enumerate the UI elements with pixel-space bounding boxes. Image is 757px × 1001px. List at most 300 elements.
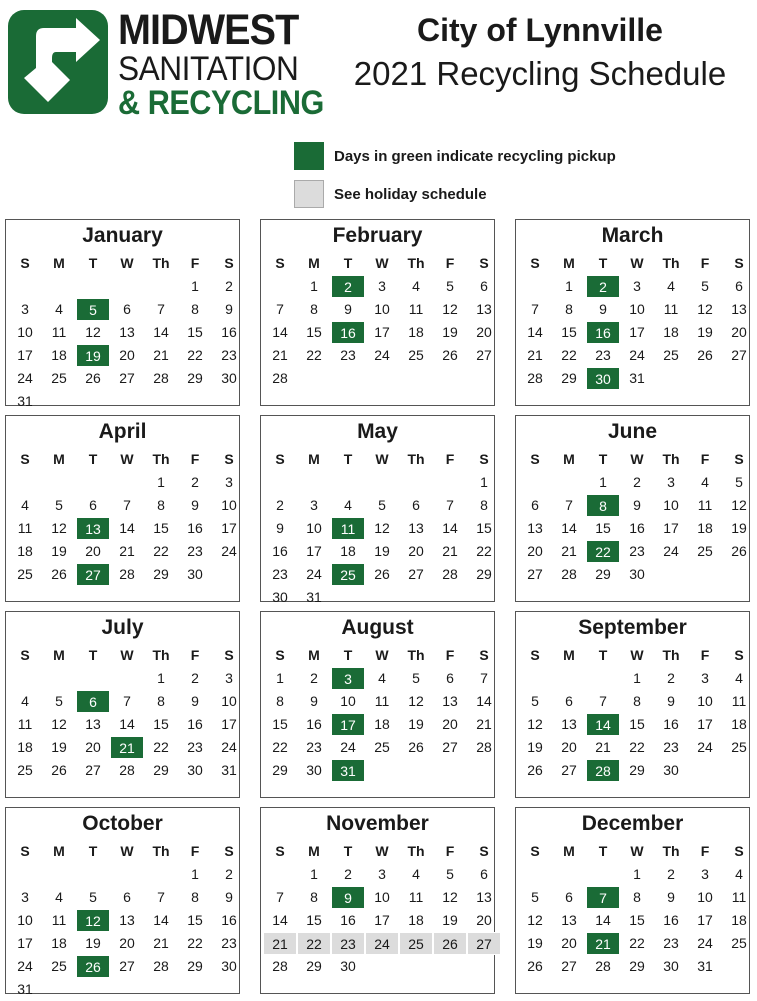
day-cell: 29 <box>187 370 203 386</box>
pickup-day: 26 <box>76 955 110 978</box>
day-cell: 27 <box>527 566 543 582</box>
weekday-header: S <box>275 255 285 271</box>
month-name: February <box>332 224 423 247</box>
day-cell: 6 <box>89 497 97 513</box>
empty-cell <box>144 275 178 298</box>
weekday-header: F <box>700 647 710 663</box>
day-grid <box>263 644 501 782</box>
day-cell: 13 <box>408 520 424 536</box>
weekday-header: M <box>53 255 65 271</box>
day-cell: 18 <box>51 935 67 951</box>
day-cell: 27 <box>476 347 492 363</box>
pickup-day: 30 <box>586 367 620 390</box>
day-cell: 30 <box>272 589 288 605</box>
day-cell: 26 <box>731 543 747 559</box>
day-grid <box>518 252 756 390</box>
day-cell: 24 <box>697 935 713 951</box>
day-cell: 25 <box>731 739 747 755</box>
day-cell: 21 <box>272 347 288 363</box>
day-cell: 7 <box>123 497 131 513</box>
day-cell: 26 <box>697 347 713 363</box>
weekday-header: T <box>88 451 98 467</box>
weekday-header: M <box>53 647 65 663</box>
month-december <box>515 807 750 994</box>
day-cell: 10 <box>697 693 713 709</box>
day-cell: 10 <box>374 889 390 905</box>
day-cell: 2 <box>191 670 199 686</box>
weekday-header: F <box>190 255 200 271</box>
day-cell: 15 <box>306 912 322 928</box>
day-cell: 4 <box>344 497 352 513</box>
day-cell: 24 <box>340 739 356 755</box>
empty-cell <box>518 471 552 494</box>
day-cell: 25 <box>51 370 67 386</box>
weekday-header: F <box>445 843 455 859</box>
day-cell: 20 <box>731 324 747 340</box>
day-cell: 25 <box>51 958 67 974</box>
day-cell: 7 <box>123 693 131 709</box>
day-cell: 29 <box>187 958 203 974</box>
day-cell: 19 <box>408 716 424 732</box>
day-cell: 20 <box>476 912 492 928</box>
day-cell: 14 <box>442 520 458 536</box>
empty-cell <box>76 275 110 298</box>
day-cell: 25 <box>697 543 713 559</box>
day-cell: 31 <box>17 393 33 409</box>
day-cell: 6 <box>123 301 131 317</box>
weekday-header: Th <box>407 451 425 467</box>
weekday-header: F <box>190 843 200 859</box>
weekday-header: Th <box>662 255 680 271</box>
empty-cell <box>518 863 552 886</box>
weekday-header: W <box>630 255 644 271</box>
day-cell: 18 <box>731 912 747 928</box>
day-cell: 25 <box>663 347 679 363</box>
empty-cell <box>8 667 42 690</box>
day-cell: 8 <box>157 693 165 709</box>
day-cell: 30 <box>187 762 203 778</box>
weekday-header: Th <box>152 451 170 467</box>
day-cell: 29 <box>153 762 169 778</box>
day-cell: 7 <box>480 670 488 686</box>
weekday-header: Th <box>407 647 425 663</box>
day-cell: 2 <box>667 670 675 686</box>
weekday-header: W <box>120 647 134 663</box>
day-cell: 3 <box>378 278 386 294</box>
weekday-header: S <box>224 647 234 663</box>
day-cell: 14 <box>527 324 543 340</box>
day-cell: 28 <box>527 370 543 386</box>
pickup-day: 27 <box>76 563 110 586</box>
day-cell: 15 <box>187 324 203 340</box>
empty-cell <box>110 471 144 494</box>
day-cell: 13 <box>527 520 543 536</box>
day-cell: 2 <box>191 474 199 490</box>
day-cell: 3 <box>701 670 709 686</box>
weekday-header: S <box>479 255 489 271</box>
weekday-header: F <box>445 647 455 663</box>
day-cell: 16 <box>221 912 237 928</box>
city-title: City of Lynnville <box>417 12 663 48</box>
day-cell: 30 <box>221 370 237 386</box>
month-name: October <box>82 812 163 835</box>
day-cell: 16 <box>306 716 322 732</box>
day-cell: 26 <box>527 762 543 778</box>
day-cell: 13 <box>119 912 135 928</box>
month-august <box>260 611 495 798</box>
day-cell: 8 <box>191 889 199 905</box>
day-cell: 15 <box>629 912 645 928</box>
day-cell: 15 <box>476 520 492 536</box>
day-cell: 9 <box>344 301 352 317</box>
day-cell: 6 <box>565 889 573 905</box>
empty-cell <box>552 471 586 494</box>
day-cell: 9 <box>633 497 641 513</box>
month-february <box>260 219 495 406</box>
day-cell: 14 <box>119 520 135 536</box>
weekday-header: F <box>700 451 710 467</box>
day-cell: 20 <box>527 543 543 559</box>
day-cell: 12 <box>731 497 747 513</box>
day-cell: 23 <box>340 347 356 363</box>
month-name: January <box>82 224 163 247</box>
day-grid <box>8 840 246 1001</box>
weekday-header: W <box>630 843 644 859</box>
empty-cell <box>42 471 76 494</box>
empty-cell <box>518 667 552 690</box>
day-cell: 7 <box>599 693 607 709</box>
day-cell: 18 <box>408 912 424 928</box>
weekday-header: Th <box>662 843 680 859</box>
pickup-day: 22 <box>586 540 620 563</box>
day-cell: 20 <box>85 739 101 755</box>
day-cell: 2 <box>225 866 233 882</box>
day-cell: 1 <box>310 278 318 294</box>
day-cell: 20 <box>561 739 577 755</box>
day-cell: 2 <box>667 866 675 882</box>
day-cell: 23 <box>187 543 203 559</box>
weekday-header: S <box>734 255 744 271</box>
month-name: May <box>357 420 398 443</box>
day-cell: 5 <box>446 278 454 294</box>
pickup-day: 13 <box>76 517 110 540</box>
pickup-day: 16 <box>331 321 365 344</box>
day-cell: 27 <box>731 347 747 363</box>
weekday-header: W <box>375 843 389 859</box>
day-cell: 11 <box>731 693 747 709</box>
day-cell: 19 <box>85 935 101 951</box>
gray-swatch <box>294 180 324 208</box>
day-cell: 4 <box>55 889 63 905</box>
empty-cell <box>263 471 297 494</box>
empty-cell <box>8 471 42 494</box>
day-cell: 22 <box>629 935 645 951</box>
day-grid <box>263 252 501 390</box>
day-cell: 10 <box>374 301 390 317</box>
day-cell: 6 <box>412 497 420 513</box>
weekday-header: S <box>734 647 744 663</box>
weekday-header: M <box>563 451 575 467</box>
day-cell: 9 <box>310 693 318 709</box>
day-cell: 29 <box>153 566 169 582</box>
day-cell: 12 <box>51 520 67 536</box>
day-cell: 12 <box>442 889 458 905</box>
holiday-day: 23 <box>331 932 365 955</box>
day-cell: 27 <box>85 762 101 778</box>
month-september <box>515 611 750 798</box>
month-november <box>260 807 495 994</box>
pickup-day: 5 <box>76 298 110 321</box>
day-cell: 16 <box>187 716 203 732</box>
empty-cell <box>586 863 620 886</box>
month-name: August <box>341 616 414 639</box>
weekday-header: T <box>88 843 98 859</box>
day-cell: 1 <box>633 670 641 686</box>
day-cell: 20 <box>119 347 135 363</box>
pickup-day: 3 <box>331 667 365 690</box>
day-cell: 25 <box>17 566 33 582</box>
holiday-day: 24 <box>365 932 399 955</box>
day-cell: 17 <box>629 324 645 340</box>
holiday-day: 25 <box>399 932 433 955</box>
day-cell: 23 <box>272 566 288 582</box>
day-cell: 6 <box>446 670 454 686</box>
day-cell: 28 <box>442 566 458 582</box>
day-grid <box>8 448 246 586</box>
weekday-header: S <box>275 843 285 859</box>
day-cell: 6 <box>531 497 539 513</box>
day-cell: 9 <box>667 889 675 905</box>
day-cell: 13 <box>561 716 577 732</box>
weekday-header: Th <box>152 647 170 663</box>
day-cell: 2 <box>225 278 233 294</box>
day-cell: 10 <box>340 693 356 709</box>
day-cell: 4 <box>667 278 675 294</box>
pickup-day: 6 <box>76 690 110 713</box>
day-cell: 29 <box>306 958 322 974</box>
weekday-header: T <box>88 647 98 663</box>
day-cell: 26 <box>85 370 101 386</box>
pickup-day: 21 <box>110 736 144 759</box>
weekday-header: S <box>530 255 540 271</box>
day-cell: 28 <box>153 370 169 386</box>
empty-cell <box>552 863 586 886</box>
day-cell: 13 <box>85 716 101 732</box>
day-cell: 25 <box>374 739 390 755</box>
empty-cell <box>144 863 178 886</box>
day-cell: 17 <box>697 912 713 928</box>
day-cell: 19 <box>51 543 67 559</box>
day-cell: 9 <box>191 693 199 709</box>
pickup-day: 21 <box>586 932 620 955</box>
weekday-header: S <box>20 843 30 859</box>
weekday-header: T <box>88 255 98 271</box>
day-cell: 22 <box>476 543 492 559</box>
day-cell: 7 <box>157 301 165 317</box>
empty-cell <box>586 667 620 690</box>
day-cell: 8 <box>157 497 165 513</box>
day-cell: 23 <box>595 347 611 363</box>
empty-cell <box>76 667 110 690</box>
pickup-day: 17 <box>331 713 365 736</box>
day-cell: 5 <box>89 889 97 905</box>
month-may <box>260 415 495 605</box>
day-cell: 9 <box>599 301 607 317</box>
day-cell: 23 <box>306 739 322 755</box>
weekday-header: S <box>275 451 285 467</box>
day-cell: 23 <box>663 935 679 951</box>
day-grid <box>518 644 756 782</box>
day-cell: 22 <box>561 347 577 363</box>
holiday-day: 27 <box>467 932 501 955</box>
weekday-header: T <box>343 451 353 467</box>
day-cell: 11 <box>374 693 390 709</box>
weekday-header: S <box>734 843 744 859</box>
day-cell: 1 <box>191 866 199 882</box>
day-cell: 4 <box>21 693 29 709</box>
day-cell: 24 <box>374 347 390 363</box>
day-cell: 5 <box>55 693 63 709</box>
day-cell: 26 <box>51 566 67 582</box>
day-cell: 14 <box>595 912 611 928</box>
pickup-day: 9 <box>331 886 365 909</box>
day-cell: 29 <box>272 762 288 778</box>
day-cell: 28 <box>119 566 135 582</box>
pickup-day: 2 <box>586 275 620 298</box>
day-cell: 29 <box>561 370 577 386</box>
day-cell: 28 <box>153 958 169 974</box>
day-cell: 11 <box>731 889 747 905</box>
day-cell: 26 <box>374 566 390 582</box>
weekday-header: F <box>700 843 710 859</box>
day-cell: 22 <box>153 543 169 559</box>
pickup-day: 12 <box>76 909 110 932</box>
logo-line-3: & RECYCLING <box>118 84 324 122</box>
day-cell: 7 <box>531 301 539 317</box>
month-name: April <box>98 420 147 443</box>
day-cell: 16 <box>663 912 679 928</box>
weekday-header: F <box>700 255 710 271</box>
weekday-header: M <box>308 843 320 859</box>
weekday-header: S <box>20 451 30 467</box>
weekday-header: T <box>343 843 353 859</box>
day-cell: 3 <box>701 866 709 882</box>
weekday-header: M <box>563 255 575 271</box>
month-january <box>5 219 240 409</box>
day-cell: 29 <box>595 566 611 582</box>
day-cell: 4 <box>412 278 420 294</box>
day-cell: 3 <box>225 670 233 686</box>
weekday-header: M <box>308 255 320 271</box>
pickup-day: 2 <box>331 275 365 298</box>
day-cell: 15 <box>306 324 322 340</box>
pickup-day: 19 <box>76 344 110 367</box>
day-cell: 5 <box>446 866 454 882</box>
day-cell: 13 <box>731 301 747 317</box>
day-cell: 18 <box>663 324 679 340</box>
day-cell: 23 <box>187 739 203 755</box>
weekday-header: Th <box>152 255 170 271</box>
day-cell: 30 <box>340 958 356 974</box>
weekday-header: W <box>630 451 644 467</box>
logo-line-1: MIDWEST <box>118 6 299 54</box>
month-october <box>5 807 240 997</box>
day-cell: 29 <box>476 566 492 582</box>
day-cell: 30 <box>663 762 679 778</box>
day-cell: 26 <box>442 347 458 363</box>
day-cell: 11 <box>51 912 67 928</box>
weekday-header: S <box>20 255 30 271</box>
day-cell: 10 <box>697 889 713 905</box>
day-cell: 31 <box>697 958 713 974</box>
weekday-header: S <box>479 647 489 663</box>
day-cell: 8 <box>310 889 318 905</box>
day-cell: 10 <box>629 301 645 317</box>
day-cell: 12 <box>442 301 458 317</box>
day-grid <box>263 840 501 978</box>
day-cell: 24 <box>306 566 322 582</box>
day-cell: 11 <box>663 301 679 317</box>
day-cell: 31 <box>17 981 33 997</box>
month-july <box>5 611 240 798</box>
recycle-arrow-icon <box>8 10 108 114</box>
day-cell: 14 <box>476 693 492 709</box>
day-cell: 29 <box>629 958 645 974</box>
weekday-header: T <box>343 647 353 663</box>
weekday-header: Th <box>407 843 425 859</box>
day-cell: 5 <box>735 474 743 490</box>
day-grid <box>518 840 756 978</box>
day-cell: 8 <box>633 693 641 709</box>
empty-cell <box>263 275 297 298</box>
day-cell: 11 <box>697 497 713 513</box>
day-cell: 1 <box>480 474 488 490</box>
day-cell: 22 <box>306 347 322 363</box>
pickup-day: 16 <box>586 321 620 344</box>
day-cell: 14 <box>153 912 169 928</box>
day-cell: 24 <box>697 739 713 755</box>
day-cell: 16 <box>221 324 237 340</box>
day-cell: 9 <box>667 693 675 709</box>
day-cell: 3 <box>667 474 675 490</box>
day-cell: 5 <box>378 497 386 513</box>
weekday-header: Th <box>662 451 680 467</box>
empty-cell <box>110 275 144 298</box>
legend-holiday-label: See holiday schedule <box>334 185 487 203</box>
day-cell: 6 <box>735 278 743 294</box>
day-cell: 17 <box>221 716 237 732</box>
day-cell: 4 <box>55 301 63 317</box>
day-cell: 1 <box>599 474 607 490</box>
month-name: November <box>326 812 429 835</box>
weekday-header: T <box>598 451 608 467</box>
month-name: June <box>607 420 657 443</box>
day-cell: 24 <box>629 347 645 363</box>
day-cell: 8 <box>276 693 284 709</box>
day-cell: 1 <box>276 670 284 686</box>
day-cell: 10 <box>221 693 237 709</box>
day-cell: 10 <box>663 497 679 513</box>
logo-mark <box>8 10 108 114</box>
day-cell: 21 <box>119 543 135 559</box>
day-cell: 16 <box>663 716 679 732</box>
day-cell: 1 <box>157 670 165 686</box>
day-cell: 21 <box>561 543 577 559</box>
day-cell: 27 <box>119 370 135 386</box>
day-cell: 13 <box>119 324 135 340</box>
day-cell: 11 <box>17 716 33 732</box>
day-cell: 12 <box>408 693 424 709</box>
